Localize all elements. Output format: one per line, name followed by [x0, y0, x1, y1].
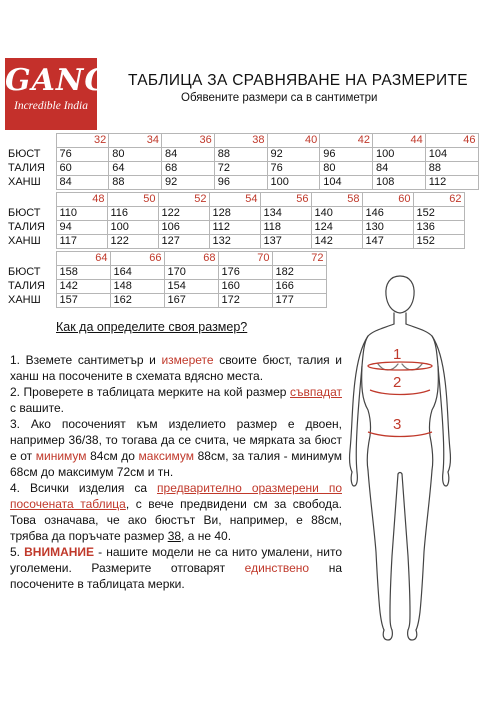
table-row: [2, 176, 478, 190]
step-highlight: минимум: [35, 449, 87, 463]
body-measurement-figure: [340, 268, 460, 648]
step-highlight: единствено: [244, 561, 310, 575]
leg-right: [416, 470, 432, 630]
value-cell: 147: [362, 235, 413, 249]
waist-number: 2: [393, 374, 402, 391]
size-header-row: [2, 193, 464, 207]
value-cell: 68: [162, 162, 215, 176]
crotch: [398, 473, 402, 475]
value-cell: 167: [164, 294, 218, 308]
size-table-2: [2, 192, 465, 249]
size-cell: 54: [209, 193, 260, 207]
row-label: ТАЛИЯ: [8, 162, 46, 174]
size-cell: 64: [56, 252, 110, 266]
size-cell: 44: [373, 134, 426, 148]
value-cell: 84: [162, 148, 215, 162]
value-cell: 88: [425, 162, 478, 176]
value-cell: 110: [56, 207, 107, 221]
value-cell: 72: [214, 162, 267, 176]
corner-cell: [2, 252, 56, 266]
size-table-1: [2, 133, 479, 190]
step-text: 1. Вземете сантиметър и: [10, 353, 162, 367]
value-cell: 64: [109, 162, 162, 176]
torso-right: [406, 324, 438, 470]
step-3: [10, 416, 342, 480]
step-text: 88см, за талия - минимум 68см до максимум 72см и тн.: [10, 449, 343, 479]
size-cell: 40: [267, 134, 320, 148]
value-cell: 137: [260, 235, 311, 249]
value-cell: 88: [214, 148, 267, 162]
step-text: , с вече предвидени см за свобода. Това означава, че ако бюстът Ви, например, е 88см, трябва да поръчате размер: [10, 497, 342, 543]
step-highlight: съвпадат: [290, 385, 342, 399]
value-cell: 124: [311, 221, 362, 235]
size-header-row: [2, 252, 326, 266]
value-cell: 92: [267, 148, 320, 162]
row-label: ТАЛИЯ: [8, 221, 46, 233]
value-cell: 100: [373, 148, 426, 162]
table-row: [2, 266, 326, 280]
bust-number: 1: [393, 346, 402, 363]
value-cell: 116: [107, 207, 158, 221]
value-cell: 130: [362, 221, 413, 235]
table-row: [2, 294, 326, 308]
size-header-row: [2, 134, 478, 148]
value-cell: 100: [267, 176, 320, 190]
size-cell: 62: [413, 193, 464, 207]
size-cell: 70: [218, 252, 272, 266]
table-row: [2, 221, 464, 235]
value-cell: 76: [56, 148, 109, 162]
value-cell: 142: [56, 280, 110, 294]
table-row: [2, 235, 464, 249]
corner-cell: [2, 134, 56, 148]
size-cell: 52: [158, 193, 209, 207]
step-text: , а не 40.: [181, 529, 232, 543]
value-cell: 96: [214, 176, 267, 190]
size-cell: 56: [260, 193, 311, 207]
foot-left: [383, 630, 392, 640]
step-2: [10, 384, 342, 416]
value-cell: 132: [209, 235, 260, 249]
row-label: БЮСТ: [8, 148, 41, 160]
body-outline: [340, 268, 460, 648]
value-cell: 182: [272, 266, 326, 280]
size-cell: 66: [110, 252, 164, 266]
value-cell: 162: [110, 294, 164, 308]
corner-cell: [2, 193, 56, 207]
value-cell: 166: [272, 280, 326, 294]
value-cell: 157: [56, 294, 110, 308]
page-title: ТАБЛИЦА ЗА СРАВНЯВАНЕ НА РАЗМЕРИТЕ: [128, 72, 468, 89]
foot-right: [408, 630, 417, 640]
size-cell: 38: [214, 134, 267, 148]
step-4: [10, 480, 342, 544]
value-cell: 128: [209, 207, 260, 221]
step-text: с вашите.: [10, 401, 64, 415]
row-label: ХАНШ: [8, 176, 41, 188]
brand-name: GANG: [5, 63, 111, 98]
value-cell: 158: [56, 266, 110, 280]
value-cell: 122: [158, 207, 209, 221]
value-cell: 118: [260, 221, 311, 235]
value-cell: 134: [260, 207, 311, 221]
size-cell: 50: [107, 193, 158, 207]
hand-left: [351, 472, 357, 486]
step-text: 84см до: [86, 449, 139, 463]
value-cell: 112: [209, 221, 260, 235]
brand-logo: [5, 58, 111, 130]
size-table-3: [2, 251, 327, 308]
value-cell: 140: [311, 207, 362, 221]
value-cell: 152: [413, 207, 464, 221]
step-warning: ВНИМАНИЕ: [24, 545, 95, 559]
value-cell: 106: [158, 221, 209, 235]
value-cell: 164: [110, 266, 164, 280]
value-cell: 122: [107, 235, 158, 249]
value-cell: 154: [164, 280, 218, 294]
value-cell: 148: [110, 280, 164, 294]
size-cell: 48: [56, 193, 107, 207]
size-cell: 42: [320, 134, 373, 148]
hand-right: [443, 472, 449, 486]
row-label: ТАЛИЯ: [8, 280, 46, 292]
value-cell: 104: [320, 176, 373, 190]
value-cell: 152: [413, 235, 464, 249]
value-cell: 94: [56, 221, 107, 235]
value-cell: 92: [162, 176, 215, 190]
size-cell: 58: [311, 193, 362, 207]
value-cell: 76: [267, 162, 320, 176]
value-cell: 177: [272, 294, 326, 308]
value-cell: 60: [56, 162, 109, 176]
value-cell: 96: [320, 148, 373, 162]
size-cell: 60: [362, 193, 413, 207]
table-row: [2, 280, 326, 294]
size-cell: 36: [162, 134, 215, 148]
size-cell: 68: [164, 252, 218, 266]
size-cell: 32: [56, 134, 109, 148]
step-highlight: измерете: [161, 353, 214, 367]
size-cell: 34: [109, 134, 162, 148]
value-cell: 88: [109, 176, 162, 190]
page-subtitle: Обявените размери са в сантиметри: [181, 92, 378, 104]
step-1: [10, 352, 342, 384]
size-cell: 46: [425, 134, 478, 148]
bust-line: [368, 362, 432, 370]
row-label: ХАНШ: [8, 294, 41, 306]
value-cell: 176: [218, 266, 272, 280]
step-text: на посочените в таблицата мерки.: [10, 561, 342, 591]
value-cell: 172: [218, 294, 272, 308]
head-outline: [386, 276, 414, 313]
step-underline: 38: [167, 529, 182, 543]
neck-outline: [394, 313, 406, 324]
value-cell: 80: [109, 148, 162, 162]
step-text: 4. Всички изделия са: [10, 481, 158, 495]
arm-left-inner: [356, 366, 362, 472]
brand-tagline: Incredible India: [14, 100, 88, 112]
value-cell: 142: [311, 235, 362, 249]
step-text: своите бюст, талия и ханш на посочените в схемата вдясно места.: [10, 353, 342, 383]
value-cell: 84: [373, 162, 426, 176]
table-row: [2, 207, 464, 221]
value-cell: 84: [56, 176, 109, 190]
value-cell: 117: [56, 235, 107, 249]
value-cell: 100: [107, 221, 158, 235]
size-cell: 72: [272, 252, 326, 266]
step-text: 2. Проверете в таблицата мерките на кой размер: [10, 385, 291, 399]
step-highlight: максимум: [138, 449, 195, 463]
table-row: [2, 148, 478, 162]
value-cell: 136: [413, 221, 464, 235]
step-5: [10, 544, 342, 592]
leg-left: [368, 470, 384, 630]
step-text: - нашите модели не са нито умалени, нито уголемени. Размерите отговарят: [10, 545, 343, 575]
value-cell: 146: [362, 207, 413, 221]
value-cell: 170: [164, 266, 218, 280]
arm-right-inner: [438, 366, 444, 472]
value-cell: 80: [320, 162, 373, 176]
value-cell: 112: [425, 176, 478, 190]
value-cell: 108: [373, 176, 426, 190]
row-label: БЮСТ: [8, 207, 41, 219]
row-label: ХАНШ: [8, 235, 41, 247]
torso-left: [362, 324, 394, 470]
value-cell: 127: [158, 235, 209, 249]
value-cell: 104: [425, 148, 478, 162]
leg-right-inner: [402, 474, 410, 630]
step-text: 5.: [10, 545, 25, 559]
step-highlight: предварително оразмерени по посочената таблица: [10, 481, 342, 511]
step-text: 3. Ако посоченият към изделието размер е двоен, например 36/38, то тогава да се счита, че мярката за бюст е от: [10, 417, 342, 463]
row-label: БЮСТ: [8, 266, 41, 278]
leg-left-inner: [390, 474, 398, 630]
table-row: [2, 162, 478, 176]
value-cell: 160: [218, 280, 272, 294]
hips-number: 3: [393, 416, 402, 433]
howto-title: Как да определите своя размер?: [56, 320, 248, 334]
howto-steps: [10, 352, 342, 592]
